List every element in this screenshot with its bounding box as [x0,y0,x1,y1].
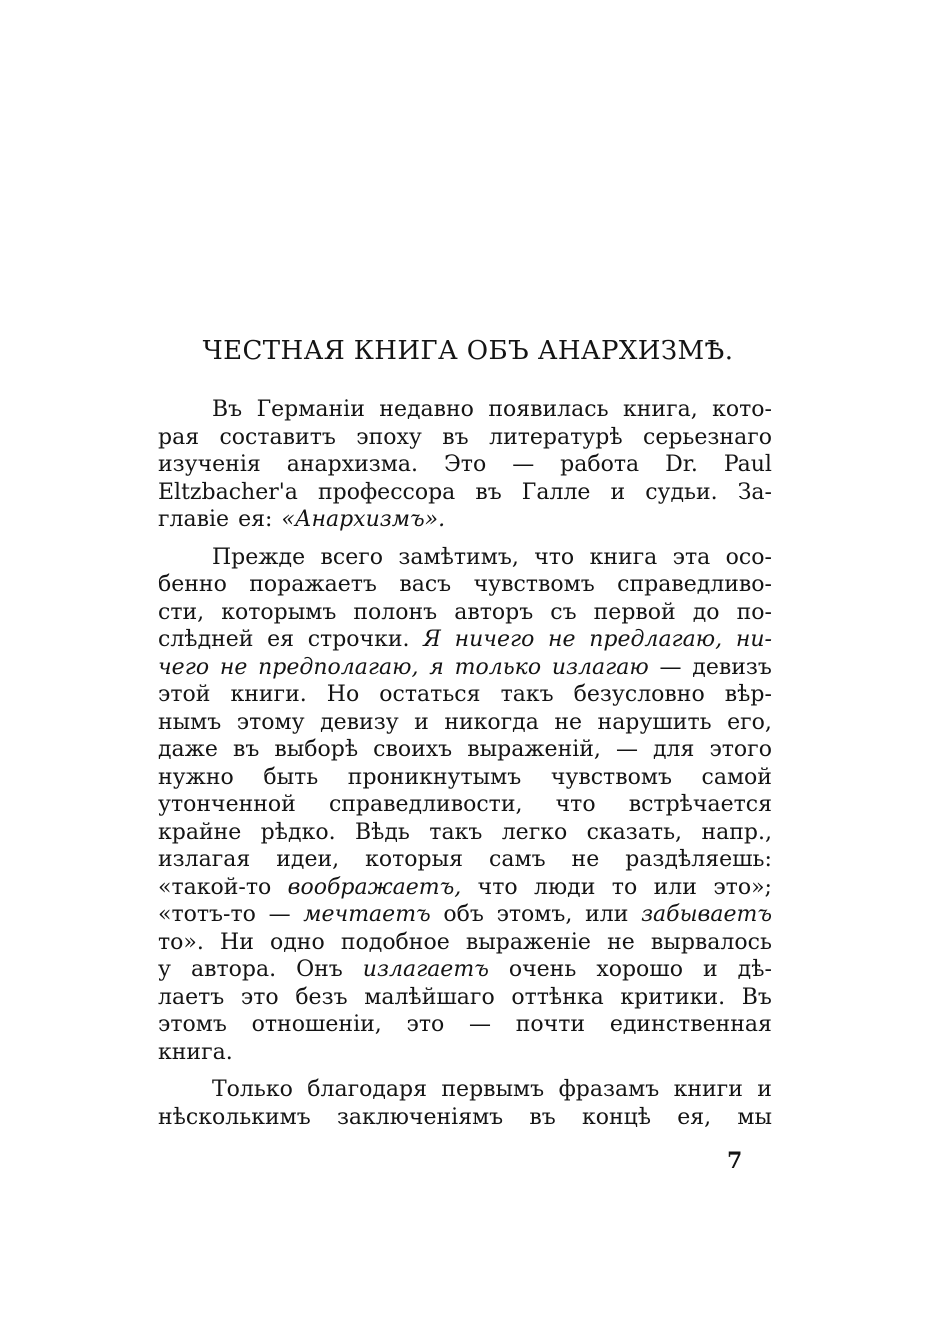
word: только [454,654,542,680]
word: объ [443,902,484,927]
word: Германіи [256,397,365,422]
word: излагаетъ [362,957,489,982]
word: самъ [489,847,546,872]
text-line [158,901,772,929]
word: девизъ [692,654,772,680]
word: что [534,544,575,570]
word: девизу [320,709,399,735]
word: Dr. [665,452,698,477]
word: мечтаетъ [303,902,431,927]
word: для [653,737,695,762]
word: или [653,874,697,900]
word: такъ [429,819,483,845]
word: въ [529,1104,556,1130]
word: «Анархизмъ». [281,507,446,532]
text-line [158,571,772,599]
text-line [158,626,772,654]
word: у [158,957,171,982]
word: Я [423,627,441,652]
word: заключеніямъ [336,1104,504,1130]
text-line [158,709,772,737]
word: самой [701,764,772,790]
text-line [158,764,772,792]
word: поражаетъ [249,572,377,597]
word: то». [158,929,204,955]
word: не [219,654,248,680]
paragraph-gap [158,1066,772,1076]
word: дѣ- [737,957,772,982]
text-line [158,1011,772,1039]
text-line [158,544,772,572]
word: встрѣчается [628,792,772,817]
word: книга, [623,397,698,422]
word: безусловно [573,682,705,707]
text-line [158,874,772,902]
text-line [158,681,772,709]
word: выраженіе [465,929,591,955]
word: первымъ [441,1077,545,1102]
word: вѣр- [724,682,772,707]
text-line [158,929,772,957]
word: остаться [379,682,481,707]
text-line [158,599,772,627]
word: серьезнаго [643,424,772,450]
word: излагаю [551,654,649,680]
word: почти [515,1012,586,1037]
word: «такой-то [158,874,272,900]
word: идеи, [276,847,340,872]
text-line [158,451,772,479]
word: замѣтимъ, [398,544,519,570]
word: это»; [713,874,772,900]
word: это [240,984,279,1010]
word: сти, [158,599,205,625]
word: не [548,627,576,652]
word: и [703,957,718,982]
word: и [610,479,626,505]
word: то [611,874,638,900]
word: ея, [677,1104,712,1130]
text-line [158,506,772,534]
word: мы [737,1104,772,1130]
word: полонъ [353,599,438,625]
word: Въ [212,397,243,422]
word: — [615,737,638,762]
word: что [555,792,596,817]
word: профессора [317,479,456,505]
text-line [158,424,772,452]
word: нѣсколькимъ [158,1104,311,1130]
word: забываетъ [641,902,772,927]
word: Вѣдь [354,819,410,845]
word: составитъ [219,424,336,450]
word: Галле [521,479,591,505]
word: Прежде [212,544,306,570]
word: отношеніи, [251,1012,382,1037]
text-line [158,1039,772,1067]
word: чувствомъ [473,572,595,597]
word: Въ [741,984,772,1010]
word: недавно [379,397,474,422]
word: не [571,847,600,872]
word: это [406,1012,445,1037]
word: нужно [158,764,234,790]
word: справедливости, [328,792,523,817]
word: бенно [158,572,227,597]
word: выраженій, [467,737,601,762]
word: люди [534,874,596,900]
word: этомъ [158,1012,227,1037]
word: строчки. [307,627,410,652]
word: излагая [158,847,251,872]
word: кото- [712,397,772,422]
word: проникнутымъ [347,764,522,790]
word: чего [158,654,210,680]
word: нымъ [158,709,222,735]
word: первой [593,599,676,625]
word: ея [267,627,295,652]
word: до [692,599,720,625]
chapter-title: ЧЕСТНАЯ КНИГА ОБЪ АНАРХИЗМѢ. [202,336,734,366]
word: изученія [158,452,261,477]
word: этого [709,737,772,762]
paragraph-gap [158,534,772,544]
word: За- [737,479,772,505]
word: этой [158,682,211,707]
body-text [158,396,772,1131]
word: справедливо- [617,572,772,597]
word: не [607,929,635,955]
word: крайне [158,819,242,845]
word: — [512,452,535,477]
word: по- [736,599,772,625]
word: авторъ [454,599,534,625]
text-line [158,736,772,764]
word: въ [475,479,502,505]
word: въ [442,424,469,450]
word: слѣдней [158,627,254,652]
word: этомъ, [496,902,573,927]
word: критики. [620,984,726,1010]
word: даже [158,737,218,762]
word: утонченной [158,792,296,817]
word: — [469,1012,492,1037]
word: воображаетъ, [287,874,462,900]
text-line [158,846,772,874]
word: хорошо [596,957,683,982]
word: предполагаю, [258,654,419,680]
word: книга. [158,1039,233,1065]
text-line [158,956,772,984]
word: не [554,709,583,735]
word: ничего [454,627,535,652]
word: вырвалось [650,929,772,955]
word: главіе [158,507,230,532]
text-line [158,654,772,682]
word: Ни [220,929,254,955]
word: никогда [444,709,539,735]
word: благодаря [307,1077,427,1102]
word: всего [320,544,383,570]
word: подобное [340,929,450,955]
word: быть [263,764,319,790]
text-line [158,791,772,819]
word: книги. [230,682,307,707]
word: такъ [500,682,554,707]
word: ни- [735,627,772,652]
word: Eltzbacher'а [158,479,298,505]
word: единственная [609,1012,772,1037]
word: судьи. [645,479,718,505]
word: книги [673,1077,743,1102]
word: предлагаю, [589,627,723,652]
word: рѣдко. [260,819,336,845]
word: фразамъ [558,1077,660,1102]
word: Онъ [296,957,343,982]
word: которымъ [221,599,337,625]
word: работа [560,452,640,477]
word: эпоху [356,424,422,450]
word: очень [508,957,577,982]
page-number: 7 [727,1148,743,1174]
word: появилась [488,397,609,422]
word: литературѣ [489,424,623,450]
word: Но [326,682,360,707]
word: и [414,709,429,735]
word: «тотъ-то [158,902,256,927]
word: напр., [701,819,772,845]
word: анархизма. [286,452,418,477]
word: лаетъ [158,984,225,1010]
text-line [158,396,772,424]
word: оттѣнка [511,984,604,1010]
word: одно [270,929,325,955]
word: эта [672,544,711,570]
word: Только [212,1077,293,1102]
word: рая [158,424,200,450]
word: я [429,654,444,680]
word: книга [589,544,658,570]
word: выборѣ [274,737,359,762]
word: Это [443,452,487,477]
text-line [158,479,772,507]
word: съ [550,599,577,625]
text-line [158,984,772,1012]
word: концѣ [581,1104,652,1130]
word: которыя [365,847,464,872]
word: автора. [190,957,277,982]
word: его, [727,709,772,735]
word: этому [236,709,305,735]
text-line [158,1076,772,1104]
word: сказать, [586,819,683,845]
word: легко [501,819,568,845]
word: нарушить [597,709,712,735]
word: Paul [723,452,772,477]
word: осо- [725,544,772,570]
word: ея: [238,507,273,532]
word: — [659,654,682,680]
word: своихъ [373,737,453,762]
word: въ [232,737,260,762]
word: и [757,1077,772,1102]
word: или [585,902,629,927]
text-line [158,819,772,847]
word: чувствомъ [550,764,672,790]
word: васъ [399,572,452,597]
word: безъ [295,984,348,1010]
word: малѣйшаго [364,984,495,1010]
word: — [268,902,291,927]
word: что [477,874,518,900]
text-line [158,1104,772,1132]
word: раздѣляешь: [625,847,772,872]
